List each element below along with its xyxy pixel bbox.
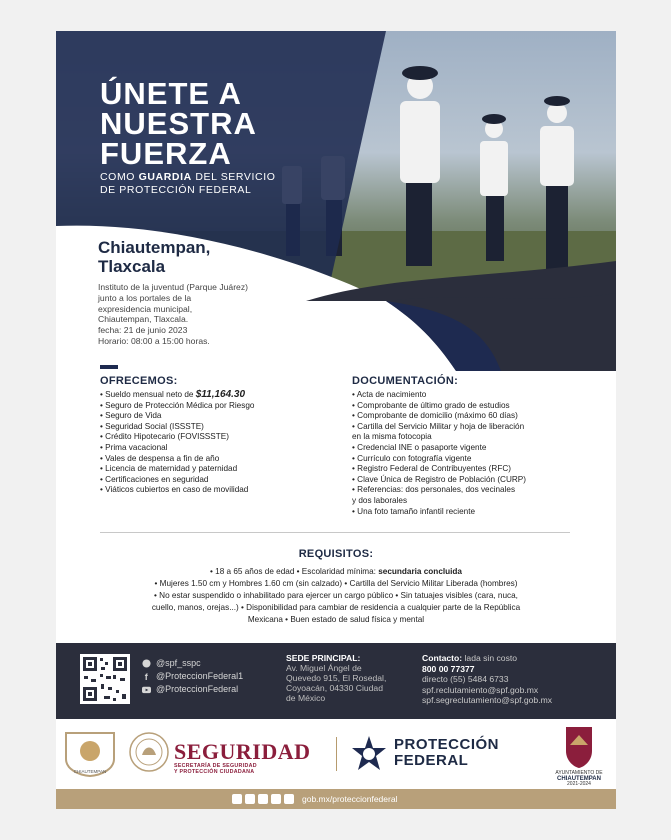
- headquarters-address: SEDE PRINCIPAL: Av. Miguel Ángel de Quevedo 915, El Rosedal, Coyoacán, 04330 Ciudad de México: [286, 653, 387, 703]
- event-hours: Horario: 08:00 a 15:00 horas.: [98, 335, 210, 346]
- logo-separator: [336, 737, 337, 771]
- documents-section: [352, 375, 577, 517]
- documents-heading: DOCUMENTACIÓN:: [352, 375, 459, 387]
- mexico-coat-of-arms-icon: [128, 731, 170, 773]
- list-item: • Currículo con fotografía vigente: [352, 454, 577, 465]
- facebook-icon: [142, 672, 151, 681]
- contact-footer: [56, 643, 616, 719]
- list-item: • Vales de despensa a fin de año: [100, 454, 330, 465]
- list-item: • Crédito Hipotecario (FOVISSSTE): [100, 432, 330, 443]
- list-item: • Referencias: dos personales, dos vecinales: [352, 485, 577, 496]
- svg-text:CHIAUTEMPAN: CHIAUTEMPAN: [73, 769, 107, 774]
- list-item: • Comprobante de último grado de estudios: [352, 401, 577, 412]
- qr-code-icon[interactable]: [80, 654, 130, 704]
- contact-info: Contacto: lada sin costo 800 00 77377 directo (55) 5484 6733 spf.reclutamiento@spf.gob.mx spf.segreclutamiento@spf.gob.mx: [422, 653, 553, 705]
- list-item: • Cartilla del Servicio Militar y hoja de liberación: [352, 422, 577, 433]
- website-bar: [56, 789, 616, 809]
- list-item: • Comprobante de domicilio (máximo 60 días): [352, 411, 577, 422]
- social-icons-row: [232, 794, 294, 804]
- requirements-section: [86, 548, 586, 626]
- location-details: Instituto de la juventud (Parque Juárez) junto a los portales de la expresidencia municipal, Chiautempan, Tlaxcala. fecha: 21 de junio 2023 Horario: 08:00 a 15:00 horas.: [98, 282, 288, 347]
- seguridad-logo-text: SEGURIDAD: [174, 739, 311, 764]
- list-item: • Una foto tamaño infantil reciente: [352, 507, 577, 518]
- requirements-text: • 18 a 65 años de edad • Escolaridad mínima: secundaria concluida • Mujeres 1.50 cm y Hombres 1.60 cm (sin calzado) • Cartilla del Servicio Militar Liberada (hombres) • No estar suspendido o inhabilitado para ejercer un cargo público • Sin tatuajes visibles (cara, nuca, cuello, manos, orejas...) • Disponibilidad para cambiar de residencia a cualquier parte de la República Mexicana • Buen estado de salud física y mental: [151, 567, 521, 624]
- list-item: • Acta de nacimiento: [352, 390, 577, 401]
- list-item: • Seguro de Vida: [100, 411, 330, 422]
- title-line-1: ÚNETE A: [100, 76, 242, 111]
- proteccion-federal-star-icon: [350, 735, 388, 773]
- ayuntamiento-text: AYUNTAMIENTO DE CHIAUTEMPAN 2021-2024: [555, 770, 603, 787]
- salary-amount: $11,164.30: [195, 389, 246, 400]
- youtube-handle[interactable]: @ProteccionFederal: [142, 683, 243, 696]
- list-item: • Registro Federal de Contribuyentes (RFC): [352, 464, 577, 475]
- toll-free-phone[interactable]: 800 00 77377: [422, 663, 475, 674]
- seguridad-subtitle: SECRETARÍA DE SEGURIDAD Y PROTECCIÓN CIUDADANA: [174, 763, 257, 775]
- twitter-handle[interactable]: @spf_sspc: [142, 657, 243, 670]
- youtube-icon[interactable]: [271, 794, 281, 804]
- web-icon[interactable]: [284, 794, 294, 804]
- requirements-heading: REQUISITOS:: [298, 548, 374, 560]
- list-item: • Clave Única de Registro de Población (CURP): [352, 475, 577, 486]
- youtube-icon: [142, 685, 151, 694]
- recruitment-poster: [56, 31, 616, 809]
- proteccion-federal-logo-text: PROTECCIÓN FEDERAL: [394, 736, 500, 769]
- title-line-3: FUERZA: [100, 136, 232, 171]
- list-item: • Credencial INE o pasaporte vigente: [352, 443, 577, 454]
- event-location: [98, 238, 288, 347]
- hero-title: [100, 76, 257, 171]
- sponsor-logos: [56, 719, 616, 785]
- twitter-icon: [142, 659, 151, 668]
- direct-phone[interactable]: directo (55) 5484 6733: [422, 674, 509, 684]
- list-item: • Prima vacacional: [100, 443, 330, 454]
- email-link-1[interactable]: spf.reclutamiento@spf.gob.mx: [422, 684, 539, 695]
- list-item: • Seguro de Protección Médica por Riesgo: [100, 401, 330, 412]
- event-date: fecha: 21 de junio 2023: [98, 325, 188, 336]
- social-handles: [142, 657, 243, 696]
- ayuntamiento-crest-icon: [564, 725, 594, 769]
- list-item: • Seguridad Social (ISSSTE): [100, 422, 330, 433]
- svg-text:f: f: [144, 672, 148, 681]
- hero-subtitle: COMO GUARDIA DEL SERVICIO DE PROTECCIÓN FEDERAL: [100, 171, 276, 196]
- offers-heading: OFRECEMOS:: [100, 375, 178, 387]
- list-item: • Viáticos cubiertos en caso de movilidad: [100, 485, 330, 496]
- list-item: • Licencia de maternidad y paternidad: [100, 464, 330, 475]
- list-item: • Certificaciones en seguridad: [100, 475, 330, 486]
- list-item-cont: en la misma fotocopia: [352, 432, 432, 442]
- email-link-2[interactable]: spf.segreclutamiento@spf.gob.mx: [422, 695, 553, 705]
- title-line-2: NUESTRA: [100, 106, 257, 141]
- list-item: • Sueldo mensual neto de $11,164.30: [100, 390, 330, 401]
- location-title: Chiautempan, Tlaxcala: [98, 238, 211, 276]
- section-divider-dash: [100, 365, 118, 369]
- list-item-cont: y dos laborales: [352, 495, 408, 505]
- offers-section: [100, 375, 330, 496]
- website-link[interactable]: gob.mx/proteccionfederal: [302, 794, 398, 804]
- twitter-icon[interactable]: [245, 794, 255, 804]
- facebook-handle[interactable]: f @ProteccionFederal1: [142, 670, 243, 683]
- chiautempan-shield-logo: [62, 729, 118, 777]
- divider-line: [100, 532, 570, 533]
- facebook-icon[interactable]: [232, 794, 242, 804]
- instagram-icon[interactable]: [258, 794, 268, 804]
